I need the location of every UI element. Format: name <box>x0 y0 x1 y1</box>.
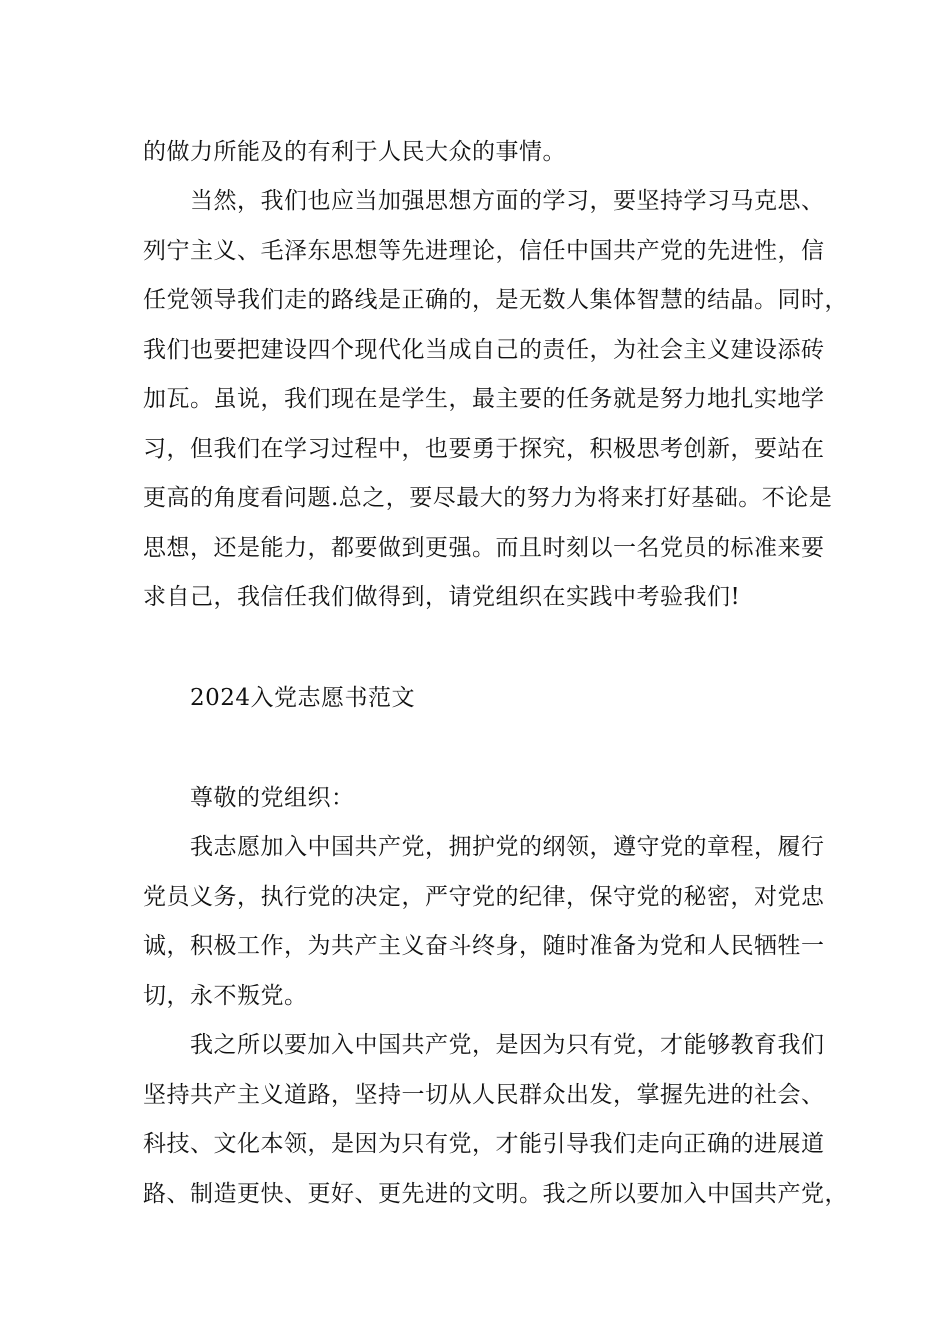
paragraph-line: 坚持共产主义道路，坚持一切从人民群众出发，掌握先进的社会、 <box>143 1082 825 1108</box>
salutation: 尊敬的党组织： <box>190 785 355 811</box>
paragraph-line: 列宁主义、毛泽东思想等先进理论，信任中国共产党的先进性，信 <box>143 238 825 264</box>
paragraph-line: 当然，我们也应当加强思想方面的学习，要坚持学习马克思、 <box>190 188 825 214</box>
paragraph-line: 科技、文化本领，是因为只有党，才能引导我们走向正确的进展道 <box>143 1131 825 1157</box>
section-title: 2024入党志愿书范文 <box>190 685 416 711</box>
paragraph-line: 更高的角度看问题.总之，要尽最大的努力为将来打好基础。不论是 <box>143 485 833 511</box>
paragraph-line: 任党领导我们走的路线是正确的，是无数人集体智慧的结晶。同时， <box>143 287 848 313</box>
paragraph-line: 求自己，我信任我们做得到，请党组织在实践中考验我们! <box>143 584 741 610</box>
paragraph-line: 我们也要把建设四个现代化当成自己的责任，为社会主义建设添砖 <box>143 337 825 363</box>
paragraph-line: 切，永不叛党。 <box>143 983 308 1009</box>
paragraph-line: 我志愿加入中国共产党，拥护党的纲领，遵守党的章程，履行 <box>190 834 825 860</box>
paragraph-line: 路、制造更快、更好、更先进的文明。我之所以要加入中国共产党， <box>143 1181 848 1207</box>
paragraph-line: 党员义务，执行党的决定，严守党的纪律，保守党的秘密，对党忠 <box>143 884 825 910</box>
paragraph-line: 习，但我们在学习过程中，也要勇于探究，积极思考创新，要站在 <box>143 436 825 462</box>
paragraph-line: 的做力所能及的有利于人民大众的事情。 <box>143 139 566 165</box>
paragraph-line: 诚，积极工作，为共产主义奋斗终身，随时准备为党和人民牺牲一 <box>143 933 825 959</box>
paragraph-line: 我之所以要加入中国共产党，是因为只有党，才能够教育我们 <box>190 1032 825 1058</box>
paragraph-line: 思想，还是能力，都要做到更强。而且时刻以一名党员的标准来要 <box>143 535 825 561</box>
paragraph-line: 加瓦。虽说，我们现在是学生，最主要的任务就是努力地扎实地学 <box>143 386 825 412</box>
